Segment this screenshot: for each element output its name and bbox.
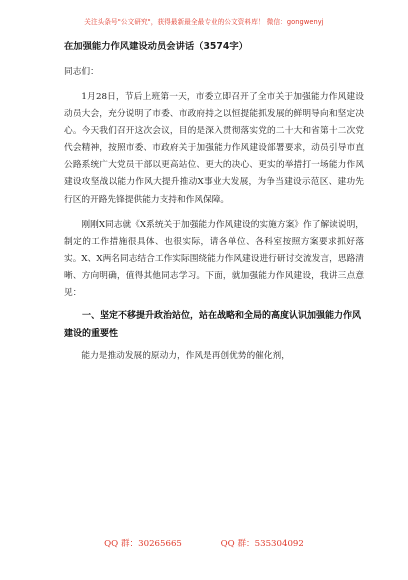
salutation: 同志们： bbox=[64, 67, 99, 77]
paragraph-intro: 1月28日，节后上班第一天，市委立即召开了全市关于加强能力作风建设动员大会，充分说明了市委、市政府持之以恒提能抓发展的鲜明导向和坚定决心。今天我们召开这次会议，目的是深入贯彻落实党的二十大和省第十二次党代会精神，按照市委、市政府关于加强能力作风建设部署要求，动员引导市直公路系统广大党员干部以更高站位、更大的决心、更实的举措打一场能力作风建设攻坚战以能力作风大提升推动X事业大发展，为争当建设示范区、建功先行区的开路先锋提供能力支持和作风保障。 bbox=[64, 92, 364, 205]
paragraph-second: 刚刚X同志就《X系统关于加强能力作风建设的实施方案》作了解读说明，制定的工作措施很具体、也很实际，请各单位、各科室按照方案要求抓好落实。X、X两名同志结合工作实际围绕能力作风建设进行研讨交流发言，思路清晰、方向明确，值得其他同志学习。下面，就加强能力作风建设，我讲三点意见： bbox=[64, 219, 364, 299]
footer-qq-group-2: QQ 群：535304092 bbox=[220, 539, 304, 549]
document-title: 在加强能力作风建设动员会讲话（3574字） bbox=[64, 41, 248, 52]
section-heading-one: 一、坚定不移提升政治站位，站在战略和全局的高度认识加强能力作风建设的重要性 bbox=[64, 311, 362, 339]
top-banner: 关注头条号"公文研究"，获得最新最全最专业的公文资料库！ 微信：gongwenyj bbox=[84, 18, 324, 26]
footer-qq-groups bbox=[0, 537, 408, 549]
footer-qq-group-1: QQ 群：30265665 bbox=[104, 539, 182, 549]
document-page bbox=[64, 40, 364, 370]
paragraph-last: 能力是推动发展的原动力，作风是再创优势的催化剂， bbox=[81, 351, 290, 362]
